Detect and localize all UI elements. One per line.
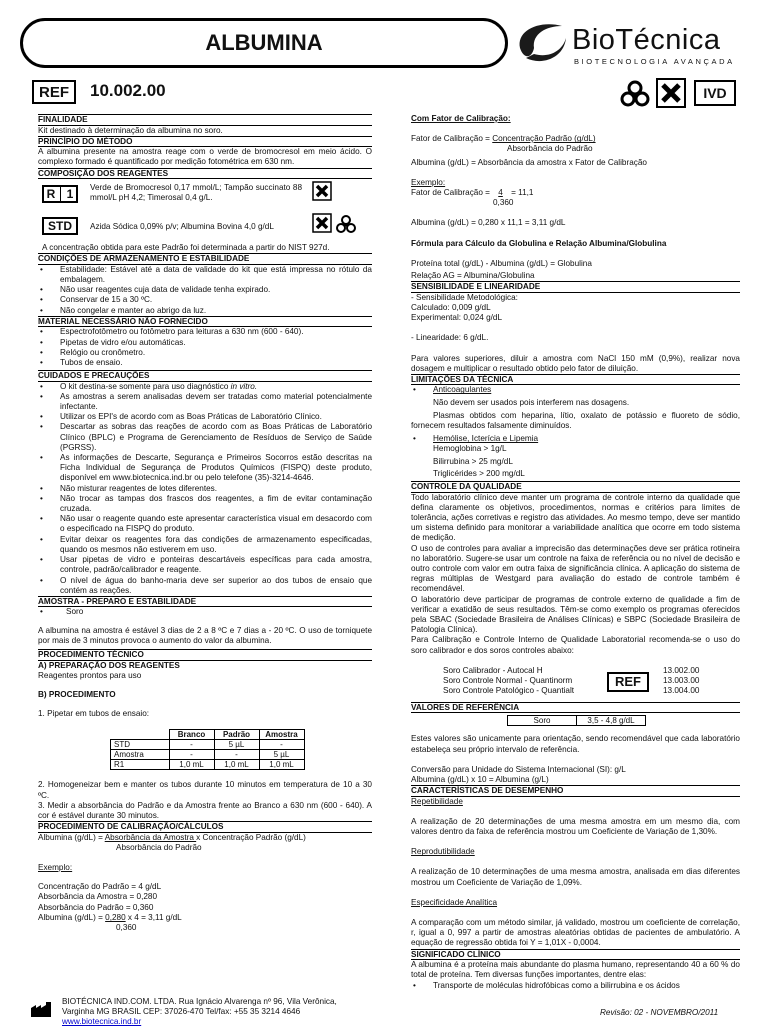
exemplo-calc-suffix: x 4 = 3,11 g/dL: [125, 912, 182, 922]
limit-anti-item: [411, 385, 740, 395]
exemplo-heading: Exemplo:: [38, 863, 73, 873]
table-cell: R1: [111, 760, 170, 770]
brand-name: BioTécnica: [572, 24, 721, 56]
title-box: [20, 18, 508, 68]
material-item: • Pipetas de vidro e/ou automáticas.: [38, 338, 372, 348]
proc-step-1: 1. Pipetar em tubos de ensaio:: [38, 709, 150, 719]
limit-hem-line: Bilirrubina > 25 mg/dL: [433, 456, 513, 466]
table-cell: 1,0 mL: [259, 760, 304, 770]
proc-a-heading: A) PREPARAÇÃO DOS REAGENTES: [38, 660, 180, 670]
section-significado-clinico: SIGNIFICADO CLÍNICO: [411, 949, 740, 961]
significado-item: • Transporte de moléculas hidrofóbicas como a bilirrubina e os ácidos: [411, 981, 740, 991]
globulina-line: Proteína total (g/dL) - Albumina (g/dL) = Globulina: [411, 258, 592, 268]
control-name: Soro Calibrador - Autocal H: [443, 665, 543, 675]
condicoes-item: • Conservar de 15 a 30 ºC.: [38, 295, 372, 305]
nist-note: A concentração obtida para este Padrão foi determinada a partir do NIST 927d.: [42, 243, 330, 253]
exemplo-line: Absorbância do Padrão = 0,360: [38, 902, 154, 912]
cuidados-item: • Utilizar os EPI's de acordo com as Boas Práticas de Laboratório Clínico.: [38, 412, 372, 422]
table-cell: -: [214, 750, 259, 760]
proc-step-3: 3. Medir a absorbância do Padrão e da Amostra frente ao Branco a 630 nm (600 - 640). A cor é estável durante 30 minutos.: [38, 800, 372, 820]
document-title: ALBUMINA: [205, 30, 323, 55]
cuidados-first-em: in vitro.: [230, 381, 258, 391]
cuidados-item: • Não trocar as tampas dos frascos dos reagentes, a fim de evitar contaminação cruzada.: [38, 494, 372, 514]
repetibilidade-text: A realização de 20 determinações de uma mesma amostra em um mesmo dia, com valores dentro da faixa de referência mostrou um Coeficiente de Variação de 1,30%.: [411, 816, 740, 837]
calc-formula-denominator: Absorbância do Padrão: [116, 842, 202, 852]
cuidados-item: • As informações de Descarte, Segurança e Primeiros Socorros estão descritas na Ficha Individual de Segurança de Produtos Químicos (FISPQ) deste produto, disponível em www.biotecnica.ind.br ou pelo telefone (35)-3214-4646.: [38, 453, 372, 484]
cuidados-item: • Usar pipetas de vidro e ponteiras descartáveis específicas para cada amostra, controle, padrão/calibrador e reagente.: [38, 555, 372, 575]
section-condicoes: CONDIÇÕES DE ARMAZENAMENTO E ESTABILIDADE: [38, 253, 372, 265]
limit-anti-heading: Anticoagulantes: [433, 385, 492, 395]
especificidade-text: A comparação com um método similar, já validado, mostrou um coeficiente de correlação, r, igual a 0, 997 a partir de amostras aleatórias obtidas de pacientes de ambulatório. A equação de regressão obtida foi Y = 1,01X - 0,0004.: [411, 918, 740, 948]
fator-denominator: Absorbância do Padrão: [507, 144, 593, 154]
r1-divider: [60, 187, 61, 201]
harmful-icon: [312, 181, 332, 201]
r1-badge: [42, 185, 78, 203]
proc-b-heading: B) PROCEDIMENTO: [38, 689, 116, 699]
table-row: [111, 760, 305, 770]
footer-company: [62, 997, 337, 1027]
limit-hem-line: Hemoglobina > 1g/L: [433, 444, 507, 454]
sens-line: Calculado: 0,009 g/dL: [411, 302, 491, 312]
revision-label: Revisão: 02 - NOVEMBRO/2011: [600, 1008, 719, 1017]
section-desempenho: CARACTERÍSTICAS DE DESEMPENHO: [411, 785, 740, 797]
limit-anti-line: Plasmas obtidos com heparina, lítio, oxalato de potássio e fluoreto de sódio, fornecem resultados falsamente diminuídos.: [411, 410, 740, 431]
fator-numerator: Concentração Padrão (g/dL): [492, 134, 596, 144]
cuidados-item: • Descartar as sobras das reações de acordo com as Boas Práticas de Laboratório Clínico (BPLC) e Programa de Gerenciamento de Resíduos de Serviço de Saúde (PGRSS).: [38, 422, 372, 453]
website-link[interactable]: www.biotecnica.ind.br: [62, 1017, 142, 1026]
material-item: • Espectrofotômetro ou fotômetro para leituras a 630 nm (600 - 640).: [38, 327, 372, 337]
brand-logo-icon: [512, 18, 570, 70]
proc-step-2: 2. Homogeneizar bem e manter os tubos durante 10 minutos em temperatura de 10 a 30 ºC.: [38, 780, 372, 800]
cuidados-item: • Não usar o reagente quando este apresentar característica visual em desacordo com o especificado na FISPQ do produto.: [38, 514, 372, 534]
ref-box: [607, 672, 649, 692]
section-amostra: AMOSTRA - PREPARO E ESTABILIDADE: [38, 596, 372, 608]
cuidados-item: [38, 382, 372, 392]
table-cell: 5 µL: [259, 750, 304, 760]
calc-formula: [38, 833, 372, 843]
section-calculos: PROCEDIMENTO DE CALIBRAÇÃO/CÁLCULOS: [38, 821, 372, 833]
harmful-icon: [312, 213, 332, 233]
amostra-text: A albumina na amostra é estável 3 dias de 2 a 8 ºC e 7 dias a - 20 ºC. O uso de torniquete por mais de 3 minutos provoca o aumento do valor da albumina.: [38, 625, 372, 645]
exemplo-calc-denominator: 0,360: [116, 923, 137, 933]
table-cell: -: [169, 740, 214, 750]
section-controle-qualidade: CONTROLE DA QUALIDADE: [411, 481, 740, 493]
especificidade-heading: Especificidade Analítica: [411, 897, 498, 907]
material-item: • Tubos de ensaio.: [38, 358, 372, 368]
ex-heading: Exemplo:: [411, 177, 446, 187]
sens-line: - Sensibilidade Metodológica:: [411, 292, 518, 302]
table-header-cell: Branco: [169, 730, 214, 740]
right-column: [411, 114, 740, 991]
linearidade: - Linearidade: 6 g/dL.: [411, 333, 489, 343]
ivd-box: [694, 80, 736, 106]
table-row: [508, 716, 646, 726]
principio-text: A albumina presente na amostra reage com o verde de bromocresol em meio ácido. O complexo formado é quantificado por medição fotométrica em 630 nm.: [38, 147, 372, 167]
exemplo-line: Absorbância da Amostra = 0,280: [38, 892, 158, 902]
section-limitacoes: LIMITAÇÕES DA TÉCNICA: [411, 374, 740, 386]
section-cuidados: CUIDADOS E PRECAUÇÕES: [38, 370, 372, 382]
globulina-heading: Fórmula para Cálculo da Globulina e Relação Albumina/Globulina: [411, 238, 667, 248]
section-sensibilidade: SENSIBILIDADE E LINEARIDADE: [411, 281, 740, 293]
table-cell: -: [259, 740, 304, 750]
cuidados-item: • As amostras a serem analisadas devem ser tratadas como material potencialmente infectante.: [38, 392, 372, 412]
table-header-cell: [111, 730, 170, 740]
fator-use: Albumina (g/dL) = Absorbância da amostra x Fator de Calibração: [411, 157, 647, 167]
table-header-cell: Amostra: [259, 730, 304, 740]
section-composicao: COMPOSIÇÃO DOS REAGENTES: [38, 168, 372, 180]
control-name: Soro Controle Normal - Quantinorm: [443, 675, 573, 685]
control-code: 13.004.00: [663, 685, 700, 695]
reagent-r1: [38, 181, 372, 213]
exemplo-calc-numerator: 0,280: [105, 912, 126, 922]
company-line: BIOTÉCNICA IND.COM. LTDA. Rua Ignácio Alvarenga nº 96, Vila Verônica,: [62, 997, 337, 1006]
fator-heading: Com Fator de Calibração:: [411, 114, 511, 123]
r1-label: R: [46, 187, 56, 201]
pipetting-table: [110, 729, 305, 770]
ref-number: 10.002.00: [90, 81, 166, 100]
reagent-std: [38, 213, 372, 243]
ex-fator-suffix: = 11,1: [508, 188, 534, 198]
table-cell: Amostra: [111, 750, 170, 760]
exemplo-line: Concentração do Padrão = 4 g/dL: [38, 882, 162, 892]
table-cell: 1,0 mL: [214, 760, 259, 770]
section-procedimento: PROCEDIMENTO TÉCNICO: [38, 649, 372, 661]
control-code: 13.002.00: [663, 665, 700, 675]
table-header-cell: Padrão: [214, 730, 259, 740]
controls-list: [411, 666, 740, 702]
vr-si-line: Conversão para Unidade do Sistema Internacional (SI): g/L: [411, 764, 626, 774]
left-column: [38, 114, 372, 933]
table-cell: 1,0 mL: [169, 760, 214, 770]
biohazard-icon: [618, 77, 652, 109]
calc-formula-numerator: Absorbância da Amostra: [104, 832, 197, 842]
section-valores-referencia: VALORES DE REFERÊNCIA: [411, 702, 740, 714]
limit-hem-line: Triglicérides > 200 mg/dL: [433, 468, 525, 478]
amostra-item: • Soro: [38, 607, 372, 617]
fator-prefix: Fator de Calibração =: [411, 134, 493, 144]
ex-fator-denominator: 0,360: [493, 198, 514, 208]
exemplo-calc-prefix: Albumina (g/dL) =: [38, 912, 106, 922]
cuidados-item: • Não misturar reagentes de lotes diferentes.: [38, 484, 372, 494]
globulina-line: Relação AG = Albumina/Globulina: [411, 271, 535, 281]
ex-result: Albumina (g/dL) = 0,280 x 11,1 = 3,11 g/dL: [411, 218, 566, 228]
table-cell: Soro: [508, 716, 577, 726]
biohazard-icon: [335, 213, 357, 235]
cuidados-item: • O nível de água do banho-maria deve ser superior ao dos tubos de ensaio que contém as reações.: [38, 576, 372, 596]
controle-qualidade-text: Todo laboratório clínico deve manter um programa de controle interno da qualidade que defina claramente os objetivos, procedimentos, normas e critérios para limites de tolerância, ações corretivas e registro das atividades. Ao mesmo tempo, deve ser mantido um sistema definido para monitorar a variabilidade analítica que ocorre em todo sistema de medição. O uso de controles para avaliar a imprecisão das determinações deve ser prática rotineira no laboratório. Sugere-se usar um controle na faixa de referência ou no nível de decisão e outro controle com valor em outra faixa de significância clínica. A aplicação do sistema de regras múltiplas de Westgard para avaliação do estado de controle também é recomendável. O laboratório deve participar de programas de controle externo de qualidade a fim de verificar a exatidão de seus resultados. Têm-se como exemplo os programas oferecidos pela SBAC (Sociedade Brasileira de Análises Clínicas) e SBPC (Sociedade Brasileira de Patologia Clínica). Para Calibração e Controle Interno de Qualidade Laboratorial recomenda-se o uso do soro calibrador e dos soros controles abaixo:: [411, 492, 740, 655]
std-label: STD: [48, 219, 72, 233]
material-item: • Relógio ou cronômetro.: [38, 348, 372, 358]
vr-note: Estes valores são unicamente para orientação, sendo recomendável que cada laboratório estabeleça seu próprio intervalo de referência.: [411, 734, 740, 754]
harmful-icon: [656, 78, 686, 108]
linearidade-note: Para valores superiores, diluir a amostra com NaCl 150 mM (0,9%), realizar nova dosagem e multiplicar o resultado obtido pelo fator de diluição.: [411, 353, 740, 373]
sens-line: Experimental: 0,024 g/dL: [411, 313, 503, 323]
ex-fator-numerator: 4: [498, 188, 503, 198]
section-material: MATERIAL NECESSÁRIO NÃO FORNECIDO: [38, 316, 372, 328]
ex-fator-prefix: Fator de Calibração =: [411, 188, 493, 198]
proc-a-text: Reagentes prontos para uso: [38, 670, 142, 680]
company-line: Varginha MG BRASIL CEP: 37026-470 Tel/fax: +55 35 3214 4646: [62, 1007, 301, 1016]
reprodutibilidade-text: A realização de 10 determinações de uma mesma amostra, analisada em dias diferentes mostrou um Coeficiente de Variação de 1,09%.: [411, 867, 740, 887]
table-cell: STD: [111, 740, 170, 750]
fator-formula: [411, 134, 740, 144]
ref-box: [32, 80, 76, 104]
control-name: Soro Controle Patológico - Quantialt: [443, 685, 575, 695]
cuidados-first-text: O kit destina-se somente para uso diagnóstico: [60, 381, 231, 391]
table-row: [111, 740, 305, 750]
cuidados-item: • Evitar deixar os reagentes fora das condições de armazenamento especificadas, quando os mesmos não estiverem em uso.: [38, 535, 372, 555]
ivd-label: IVD: [703, 85, 727, 101]
ref-label: REF: [39, 83, 69, 101]
significado-text: A albumina é a proteína mais abundante do plasma humano, representando 40 a 60 % do total de proteína. Tem diversas funções importantes, dentre elas:: [411, 960, 740, 980]
reference-table: [507, 715, 646, 726]
reprodutibilidade-heading: Reprodutibilidade: [411, 847, 475, 857]
limit-anti-line: Não devem ser usados pois interferem nas dosagens.: [433, 397, 630, 407]
manufacturer-icon: [30, 1000, 52, 1018]
limit-hem-heading: Hemólise, Icterícia e Lipemia: [433, 434, 539, 444]
table-cell: 5 µL: [214, 740, 259, 750]
brand-subtitle: BIOTECNOLOGIA AVANÇADA: [574, 57, 735, 66]
section-finalidade: FINALIDADE: [38, 114, 372, 126]
calc-formula-prefix: Albumina (g/dL) =: [38, 832, 105, 842]
table-header-row: [111, 730, 305, 740]
condicoes-item: • Não usar reagentes cuja data de validade tenha expirado.: [38, 285, 372, 295]
condicoes-item: • Estabilidade: Estável até a data de validade do kit que está impressa no rótulo da embalagem.: [38, 265, 372, 285]
section-principio: PRINCÍPIO DO MÉTODO: [38, 136, 372, 148]
table-cell: 3,5 - 4,8 g/dL: [577, 716, 646, 726]
brand-logo: [512, 18, 748, 72]
r1-number: 1: [66, 187, 74, 201]
repetibilidade-heading: Repetibilidade: [411, 796, 463, 806]
table-cell: -: [169, 750, 214, 760]
std-text: Azida Sódica 0,09% p/v; Albumina Bovina 4,0 g/dL: [90, 222, 274, 232]
std-badge: [42, 217, 78, 235]
exemplo-calc: [38, 913, 372, 923]
finalidade-text: Kit destinado à determinação da albumina no soro.: [38, 125, 223, 135]
ref-label: REF: [615, 673, 641, 689]
control-code: 13.003.00: [663, 675, 700, 685]
limit-hem-item: [411, 434, 740, 444]
calc-formula-suffix: x Concentração Padrão (g/dL): [196, 832, 306, 842]
table-row: [111, 750, 305, 760]
vr-si-line: Albumina (g/dL) x 10 = Albumina (g/L): [411, 774, 549, 784]
ex-fator: [411, 188, 740, 198]
r1-text: Verde de Bromocresol 0,17 mmol/L; Tampão succinato 88 mmol/L pH 4,2; Timerosal 0,4 g/L.: [90, 183, 302, 203]
condicoes-item: • Não congelar e manter ao abrigo da luz.: [38, 306, 372, 316]
